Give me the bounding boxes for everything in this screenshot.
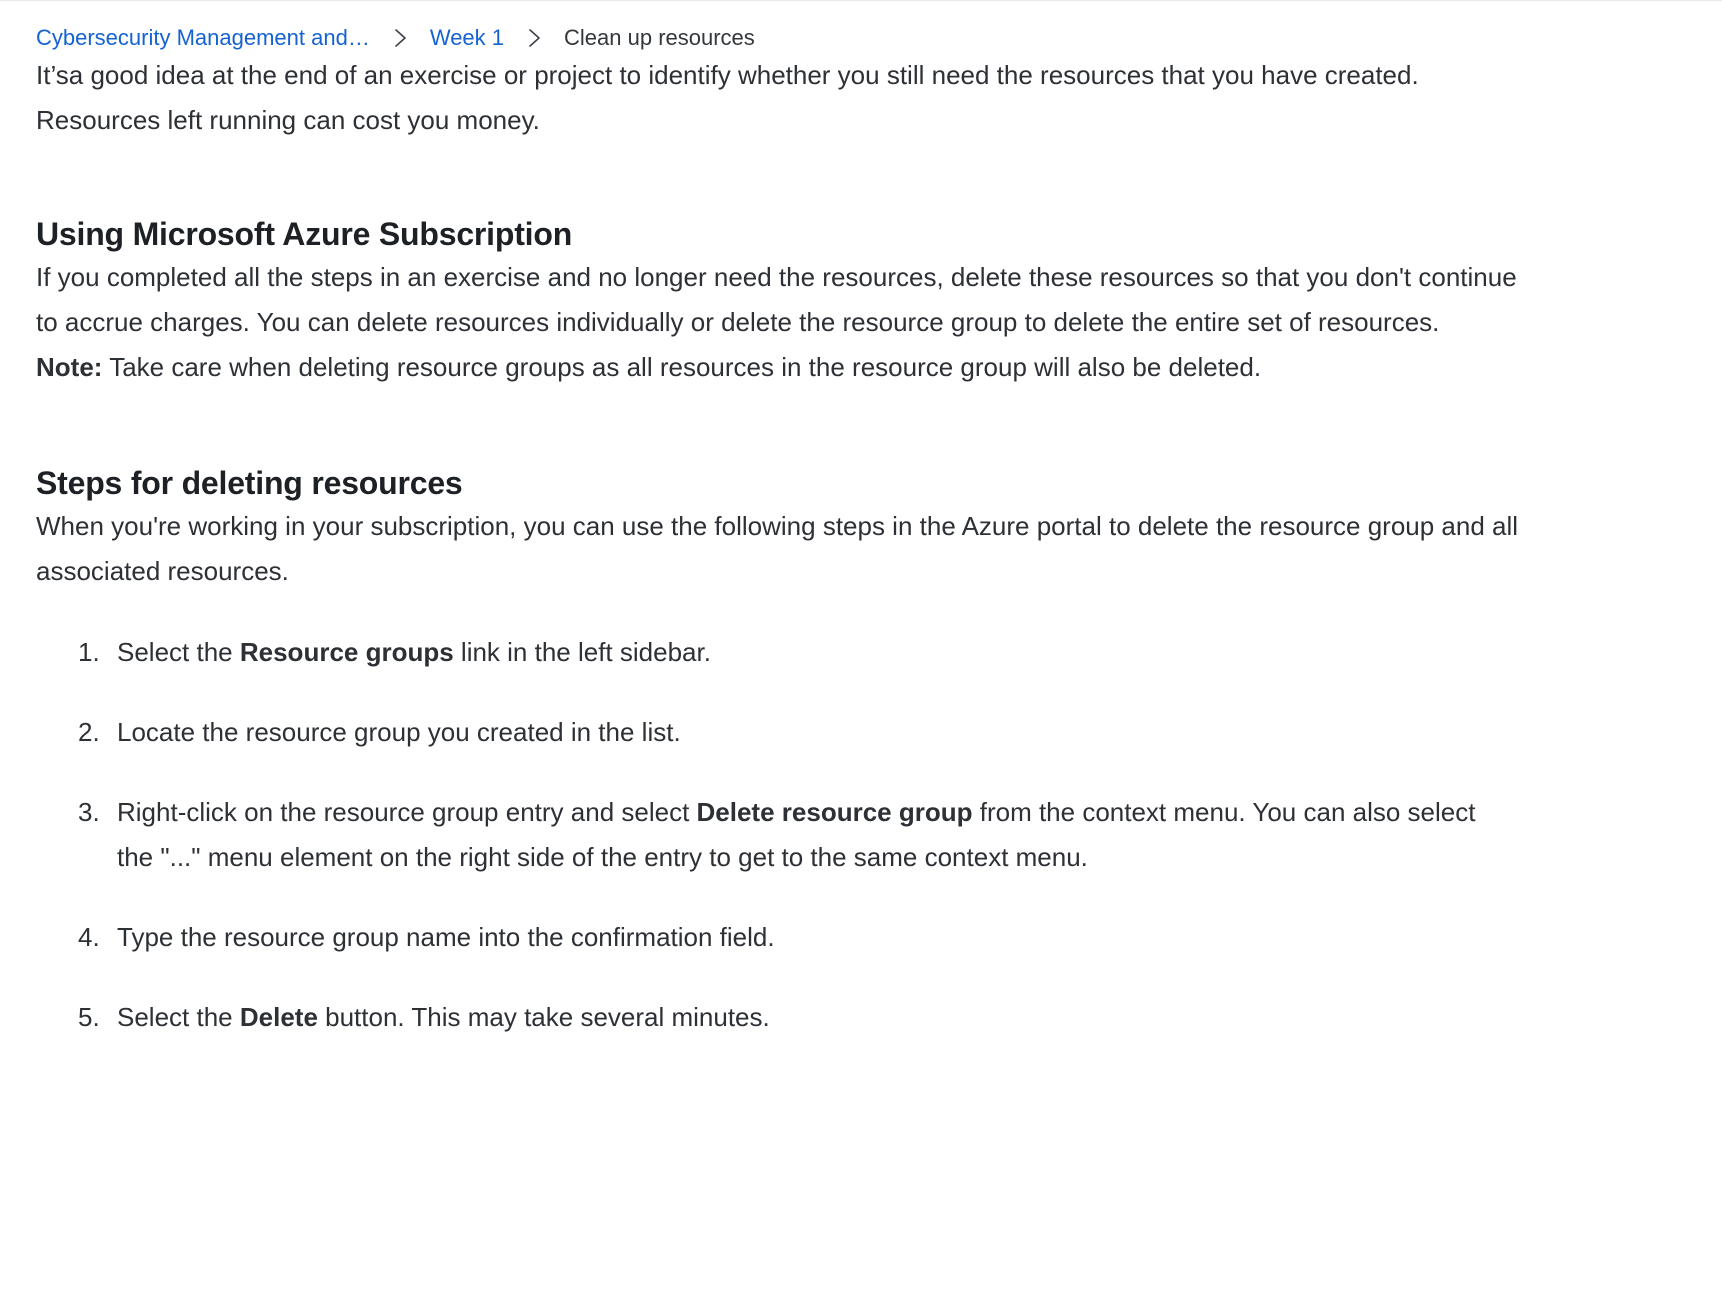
heading-steps-for-deleting-resources: Steps for deleting resources (36, 465, 463, 501)
azure-subscription-paragraph: If you completed all the steps in an exercise and no longer need the resources, delete these resources so that you don't continue to accrue charges. You can delete resources individually or delete the resource group to delete the entire set of resources. (36, 262, 1517, 337)
step-item-4 (36, 915, 1686, 960)
step-number: 1. (78, 637, 100, 667)
steps-intro-paragraph: When you're working in your subscription, you can use the following steps in the Azure portal to delete the resource group and all associated resources. (36, 511, 1519, 586)
step-number: 4. (78, 922, 100, 952)
step-item-2 (36, 710, 1686, 755)
step-text: Select the Resource groups link in the left sidebar. (117, 637, 711, 667)
breadcrumb (36, 1, 1686, 53)
steps-list (36, 630, 1686, 1040)
note-paragraph: Note: Take care when deleting resource groups as all resources in the resource group will also be deleted. (36, 352, 1262, 382)
step-number: 2. (78, 717, 100, 747)
breadcrumb-link-week[interactable]: Week 1 (429, 25, 505, 50)
intro-paragraph: It’sa good idea at the end of an exercise or project to identify whether you still need the resources that you have created. Resources left running can cost you money. (36, 60, 1419, 135)
step-text: Select the Delete button. This may take several minutes. (117, 1002, 770, 1032)
breadcrumb-link-course[interactable]: Cybersecurity Management and… (36, 25, 370, 50)
step-item-5 (36, 995, 1686, 1040)
step-text: Right-click on the resource group entry and select Delete resource group from the context menu. You can also select the "..." menu element on the right side of the entry to get to the same context menu. (117, 797, 1476, 872)
chevron-right-icon (521, 25, 547, 51)
step-text: Type the resource group name into the confirmation field. (117, 922, 775, 952)
breadcrumb-current-item: Clean up resources (564, 25, 755, 50)
heading-using-azure-subscription: Using Microsoft Azure Subscription (36, 216, 573, 252)
step-text: Locate the resource group you created in the list. (117, 717, 681, 747)
step-number: 5. (78, 1002, 100, 1032)
step-item-3 (36, 790, 1686, 880)
step-number: 3. (78, 797, 100, 827)
step-item-1 (36, 630, 1686, 675)
chevron-right-icon (387, 25, 413, 51)
